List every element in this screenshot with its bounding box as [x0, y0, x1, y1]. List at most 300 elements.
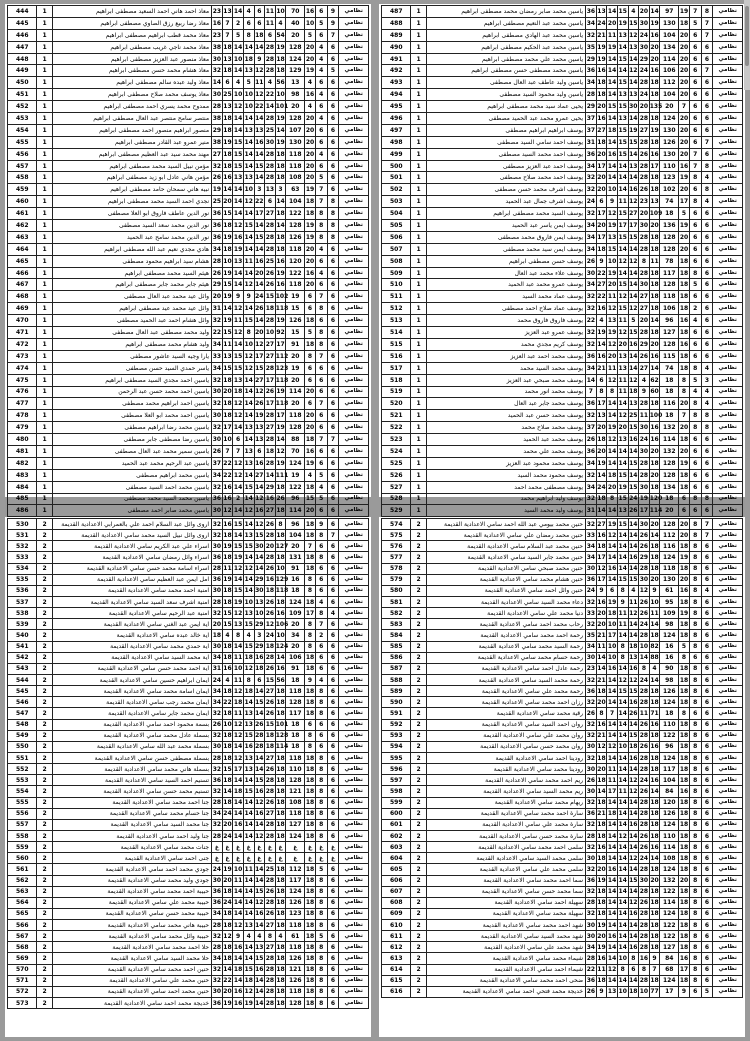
score-cell: 30 — [586, 652, 597, 663]
score-cell: 32 — [586, 819, 597, 830]
class-number: 2 — [411, 741, 426, 752]
score-cell: 3 — [254, 184, 265, 196]
score-cell: 16 — [254, 808, 265, 819]
score-cell: 27 — [265, 350, 276, 362]
class-number: 1 — [411, 493, 426, 505]
score-cell: 8 — [689, 920, 701, 931]
section-label: نظامي — [713, 291, 743, 303]
score-cell: 124 — [286, 457, 305, 469]
score-cell: 12 — [628, 897, 639, 908]
score-cell: 14 — [649, 853, 660, 864]
section-label: نظامي — [713, 77, 743, 89]
score-cell: 30 — [586, 563, 597, 574]
score-cell: 20 — [596, 764, 607, 775]
score-cell: 28 — [639, 975, 650, 986]
table-row — [8, 267, 369, 279]
table-row — [382, 908, 743, 919]
section-label: نظامي — [339, 303, 369, 315]
student-name: جنا احمد محمد سامي الاعدادية القديمة — [52, 797, 211, 808]
score-cell: 18 — [275, 964, 286, 975]
score-cell: 10 — [617, 953, 628, 964]
score-cell: 20 — [305, 41, 316, 53]
table-row — [382, 350, 743, 362]
score-cell: 88 — [286, 434, 305, 446]
class-number: 2 — [37, 931, 52, 942]
student-name: نجدي احمد السيد محمد مصطفى ابراهيم — [52, 196, 211, 208]
section-label: نظامي — [339, 986, 369, 997]
score-cell: 6 — [327, 481, 339, 493]
score-cell: 12 — [275, 445, 286, 457]
student-name: يوسف محمد احمد عبد العزيز — [426, 350, 585, 362]
score-cell: 13 — [628, 160, 639, 172]
class-number: 2 — [411, 674, 426, 685]
score-cell: 14 — [628, 445, 639, 457]
score-cell: 6 — [701, 41, 713, 53]
score-cell: 12 — [628, 374, 639, 386]
student-name: يوسف فاروق فاروق محمد — [426, 315, 585, 327]
score-cell: 12 — [607, 208, 618, 220]
score-cell: 17 — [254, 208, 265, 220]
score-cell: 15 — [243, 220, 254, 232]
seat-number: 457 — [8, 160, 37, 172]
class-number: 2 — [37, 708, 52, 719]
score-cell: 19 — [222, 315, 233, 327]
score-cell: 4 — [275, 931, 286, 942]
score-cell: 36 — [212, 897, 223, 908]
table-row — [8, 89, 369, 101]
score-cell: 14 — [275, 434, 286, 446]
score-cell: 15 — [617, 574, 628, 585]
score-cell: 20 — [305, 172, 316, 184]
seat-number: 594 — [382, 741, 411, 752]
score-cell: 18 — [275, 481, 286, 493]
score-cell: 18 — [305, 764, 316, 775]
score-cell: 6 — [701, 819, 713, 830]
score-cell: 19 — [607, 596, 618, 607]
score-cell: 14 — [617, 172, 628, 184]
score-cell: 32 — [586, 864, 597, 875]
score-cell: 98 — [660, 619, 679, 630]
score-cell: 8 — [596, 386, 607, 398]
score-cell: 18 — [233, 697, 244, 708]
score-cell: 14 — [243, 231, 254, 243]
score-cell: 12 — [233, 719, 244, 730]
student-name: بسملة محمد عبد الله سامي الاعدادية القديمة — [52, 741, 211, 752]
seat-number: 473 — [8, 350, 37, 362]
table-row — [382, 184, 743, 196]
score-cell: غ — [315, 842, 327, 853]
class-number: 1 — [411, 434, 426, 446]
score-cell: 12 — [607, 741, 618, 752]
score-cell: 17 — [660, 986, 679, 997]
score-cell: 6 — [327, 457, 339, 469]
score-cell: 5 — [327, 65, 339, 77]
score-cell: 6 — [315, 505, 327, 517]
score-cell: 14 — [628, 842, 639, 853]
seat-number: 545 — [8, 686, 37, 697]
seat-number: 516 — [382, 350, 411, 362]
score-cell: غ — [265, 853, 276, 864]
score-cell: 6 — [701, 53, 713, 65]
score-cell: 30 — [212, 89, 223, 101]
score-cell: 20 — [679, 53, 690, 65]
score-cell: 14 — [254, 113, 265, 125]
score-cell: 20 — [222, 986, 233, 997]
score-cell: 26 — [265, 797, 276, 808]
score-cell: 8 — [689, 398, 701, 410]
table-row — [8, 741, 369, 752]
score-cell: 18 — [679, 279, 690, 291]
score-cell: 6 — [701, 674, 713, 685]
score-cell: 20 — [639, 6, 650, 18]
score-cell: 6 — [701, 457, 713, 469]
score-cell: 26 — [254, 398, 265, 410]
score-cell: 4 — [689, 315, 701, 327]
score-cell: 14 — [617, 697, 628, 708]
score-cell: 8 — [315, 975, 327, 986]
table-row — [382, 267, 743, 279]
seat-number: 555 — [8, 797, 37, 808]
score-cell: 14 — [243, 886, 254, 897]
table-row — [8, 519, 369, 530]
score-cell: 15 — [628, 481, 639, 493]
score-cell: 4 — [315, 596, 327, 607]
score-cell: 18 — [679, 775, 690, 786]
score-cell: 20 — [596, 931, 607, 942]
section-label: نظامي — [713, 255, 743, 267]
score-cell: 10 — [607, 619, 618, 630]
score-cell: 32 — [586, 842, 597, 853]
score-cell: 16 — [607, 864, 618, 875]
score-cell: 6 — [327, 686, 339, 697]
student-name: رحمة محمد علي سامي الاعدادية القديمة — [426, 686, 585, 697]
score-cell: 17 — [607, 786, 618, 797]
seat-number: 518 — [382, 374, 411, 386]
score-cell: 114 — [660, 434, 679, 446]
score-cell: 14 — [243, 819, 254, 830]
score-cell: 19 — [222, 541, 233, 552]
score-cell: 8 — [689, 908, 701, 919]
score-cell: 6 — [315, 77, 327, 89]
score-cell: 36 — [212, 998, 223, 1009]
score-cell: 8 — [689, 853, 701, 864]
score-cell: 5 — [305, 327, 316, 339]
score-cell: 8 — [327, 208, 339, 220]
score-cell: 16 — [649, 148, 660, 160]
score-cell: 21 — [596, 730, 607, 741]
score-cell: 7 — [679, 101, 690, 113]
class-number: 2 — [411, 519, 426, 530]
score-cell: 18 — [628, 741, 639, 752]
score-cell: 16 — [222, 519, 233, 530]
student-name: يوسف وليد ابراهيم محمد — [426, 493, 585, 505]
table-row — [382, 697, 743, 708]
student-name: تسنيم محمد حسن سامي الاعدادية القديمة — [52, 786, 211, 797]
score-cell: 16 — [628, 697, 639, 708]
class-number: 1 — [411, 65, 426, 77]
student-name: ياسين محمد عبد الهادي مصطفى ابراهيم — [426, 29, 585, 41]
score-cell: 14 — [628, 53, 639, 65]
score-cell: 15 — [243, 481, 254, 493]
score-cell: 10 — [243, 184, 254, 196]
student-name: امل ايمن عبد العظيم سامي الاعدادية القديمة — [52, 574, 211, 585]
class-number: 1 — [411, 160, 426, 172]
score-cell: 26 — [639, 148, 650, 160]
score-cell: 32 — [586, 303, 597, 315]
score-cell: 32 — [212, 519, 223, 530]
section-label: نظامي — [339, 291, 369, 303]
table-row — [8, 530, 369, 541]
table-row — [382, 752, 743, 763]
score-cell: 14 — [628, 530, 639, 541]
score-cell: 14 — [607, 457, 618, 469]
class-number: 2 — [411, 541, 426, 552]
score-cell: 22 — [222, 697, 233, 708]
score-cell: 28 — [265, 964, 276, 975]
score-cell: 18 — [305, 708, 316, 719]
student-name: ياسين احمد ابراهيم محمد مصطفى — [52, 398, 211, 410]
score-cell: 18 — [275, 686, 286, 697]
student-name: ياسين احمد مجدي السيد مصطفى ابراهيم — [52, 374, 211, 386]
score-cell: 6 — [315, 279, 327, 291]
seat-number: 578 — [382, 563, 411, 574]
score-cell: 20 — [305, 53, 316, 65]
score-cell: 130 — [660, 148, 679, 160]
score-cell: 13 — [243, 719, 254, 730]
table-row — [382, 315, 743, 327]
table-row — [8, 964, 369, 975]
score-cell: 24 — [639, 775, 650, 786]
score-cell: 124 — [660, 630, 679, 641]
score-cell: 8 — [689, 830, 701, 841]
score-cell: 18 — [265, 641, 276, 652]
class-number: 2 — [37, 530, 52, 541]
score-cell: 12 — [222, 931, 233, 942]
seat-number: 460 — [8, 196, 37, 208]
score-cell: 126 — [286, 315, 305, 327]
section-label: نظامي — [713, 920, 743, 931]
table-row — [8, 563, 369, 574]
class-number: 1 — [37, 65, 52, 77]
seat-number: 596 — [382, 764, 411, 775]
score-cell: 6 — [254, 445, 265, 457]
student-name: رحمة عادل احمد سامي الاعدادية القديمة — [426, 663, 585, 674]
score-cell: 12 — [607, 964, 618, 975]
score-cell: 15 — [233, 541, 244, 552]
score-cell: 11 — [617, 315, 628, 327]
score-cell: 5 — [233, 29, 244, 41]
section-label: نظامي — [339, 422, 369, 434]
score-cell: 12 — [628, 775, 639, 786]
score-cell: 6 — [701, 830, 713, 841]
score-cell: 36 — [586, 148, 597, 160]
score-cell: 14 — [617, 819, 628, 830]
score-cell: 18 — [305, 208, 316, 220]
scroll-thumb[interactable] — [745, 6, 749, 66]
score-cell: 11 — [233, 708, 244, 719]
student-name: ايمان ابراهيم حسين سامي الاعدادية القديمة — [52, 674, 211, 685]
score-cell: 18 — [286, 741, 305, 752]
score-cell: 14 — [607, 686, 618, 697]
score-cell: 8 — [689, 897, 701, 908]
class-number: 1 — [411, 113, 426, 125]
score-cell: 18 — [243, 53, 254, 65]
score-cell: 18 — [596, 243, 607, 255]
score-cell: 36 — [586, 350, 597, 362]
class-number: 1 — [37, 350, 52, 362]
score-cell: 15 — [617, 231, 628, 243]
score-cell: 15 — [222, 619, 233, 630]
section-label: نظامي — [339, 493, 369, 505]
score-cell: 24 — [639, 29, 650, 41]
score-cell: 13 — [254, 596, 265, 607]
seat-number: 511 — [382, 291, 411, 303]
score-cell: 8 — [315, 752, 327, 763]
class-number: 2 — [411, 686, 426, 697]
score-cell: 18 — [286, 674, 305, 685]
score-cell: 28 — [639, 931, 650, 942]
score-cell: 6 — [327, 652, 339, 663]
section-label: نظامي — [339, 481, 369, 493]
class-number: 1 — [411, 481, 426, 493]
score-cell: 6 — [327, 113, 339, 125]
class-number: 1 — [411, 315, 426, 327]
score-cell: 13 — [628, 89, 639, 101]
score-cell: 14 — [222, 303, 233, 315]
score-cell: 104 — [286, 530, 305, 541]
score-cell: 30 — [212, 434, 223, 446]
score-cell: 18 — [243, 686, 254, 697]
score-cell: 8 — [689, 931, 701, 942]
seat-number: 492 — [382, 65, 411, 77]
table-row — [382, 89, 743, 101]
score-cell: 13 — [233, 374, 244, 386]
score-cell: 8 — [315, 797, 327, 808]
score-cell: 6 — [243, 17, 254, 29]
score-cell: 118 — [286, 920, 305, 931]
score-cell: 18 — [265, 585, 276, 596]
score-cell: 28 — [265, 986, 276, 997]
score-cell: 14 — [617, 457, 628, 469]
score-cell: 13 — [243, 172, 254, 184]
student-name: جنا حسام محمد سامي الاعدادية القديمة — [52, 808, 211, 819]
score-cell: 14 — [607, 445, 618, 457]
score-cell: 14 — [243, 797, 254, 808]
student-name: شهد محمد علي سامي الاعدادية القديمة — [426, 942, 585, 953]
score-cell: 14 — [617, 842, 628, 853]
score-cell: 8 — [243, 674, 254, 685]
score-cell: 6 — [689, 255, 701, 267]
score-cell: 14 — [607, 920, 618, 931]
section-label: نظامي — [339, 53, 369, 65]
score-cell: 5 — [315, 864, 327, 875]
score-cell: 128 — [275, 730, 286, 741]
score-cell: 11 — [254, 77, 265, 89]
score-cell: 21 — [596, 674, 607, 685]
score-cell: 6 — [327, 886, 339, 897]
class-number: 1 — [37, 291, 52, 303]
score-cell: 34 — [586, 541, 597, 552]
score-cell: 30 — [639, 41, 650, 53]
section-label: نظامي — [339, 445, 369, 457]
score-cell: 3 — [275, 184, 286, 196]
score-cell: 6 — [327, 786, 339, 797]
score-cell: 5 — [679, 208, 690, 220]
table-row — [8, 113, 369, 125]
score-cell: 14 — [617, 41, 628, 53]
seat-number: 475 — [8, 374, 37, 386]
class-number: 1 — [411, 77, 426, 89]
class-number: 1 — [411, 53, 426, 65]
class-number: 2 — [37, 998, 52, 1009]
score-cell: 14 — [607, 89, 618, 101]
score-cell: 6 — [701, 730, 713, 741]
score-cell: 18 — [305, 530, 316, 541]
score-cell: 14 — [649, 619, 660, 630]
seat-number: 483 — [8, 469, 37, 481]
seat-number: 471 — [8, 327, 37, 339]
result-sheet-page-3 — [5, 517, 371, 1037]
score-cell: 14 — [628, 350, 639, 362]
section-label: نظامي — [713, 350, 743, 362]
class-number: 2 — [411, 719, 426, 730]
score-cell: 14 — [243, 493, 254, 505]
score-cell: 20 — [649, 469, 660, 481]
score-cell: 12 — [254, 386, 265, 398]
score-cell: 14 — [596, 469, 607, 481]
class-number: 1 — [37, 77, 52, 89]
seat-number: 453 — [8, 113, 37, 125]
vertical-scrollbar[interactable] — [744, 0, 750, 90]
score-cell: 118 — [286, 279, 305, 291]
score-cell: 12 — [628, 674, 639, 685]
score-cell: 26 — [586, 986, 597, 997]
score-cell: 10 — [265, 327, 276, 339]
score-cell: 28 — [265, 243, 276, 255]
seat-number: 548 — [8, 719, 37, 730]
score-cell: 20 — [649, 519, 660, 530]
seat-number: 527 — [382, 481, 411, 493]
score-cell: 6 — [327, 931, 339, 942]
seat-number: 587 — [382, 663, 411, 674]
score-cell: 19 — [233, 243, 244, 255]
score-cell: 18 — [679, 434, 690, 446]
score-cell: 18 — [305, 338, 316, 350]
section-label: نظامي — [713, 445, 743, 457]
class-number: 2 — [411, 552, 426, 563]
score-cell: 129 — [275, 574, 286, 585]
score-cell: 132 — [660, 422, 679, 434]
score-cell: 28 — [265, 953, 276, 964]
table-row — [8, 6, 369, 18]
student-name: معاذ وليد عبده سالم مصطفى ابراهيم — [52, 77, 211, 89]
score-cell: 16 — [596, 596, 607, 607]
section-label: نظامي — [339, 231, 369, 243]
score-cell: 12 — [243, 986, 254, 997]
score-cell: 22 — [222, 469, 233, 481]
score-cell: 8 — [689, 362, 701, 374]
score-cell: 4 — [233, 77, 244, 89]
score-cell: 16 — [305, 6, 316, 18]
score-cell: 18 — [596, 830, 607, 841]
score-cell: 34 — [586, 552, 597, 563]
score-cell: 19 — [222, 291, 233, 303]
score-cell: 18 — [305, 942, 316, 953]
seat-number: 451 — [8, 89, 37, 101]
score-cell: 19 — [212, 184, 223, 196]
score-cell: 6 — [265, 29, 276, 41]
score-cell: 6 — [327, 243, 339, 255]
